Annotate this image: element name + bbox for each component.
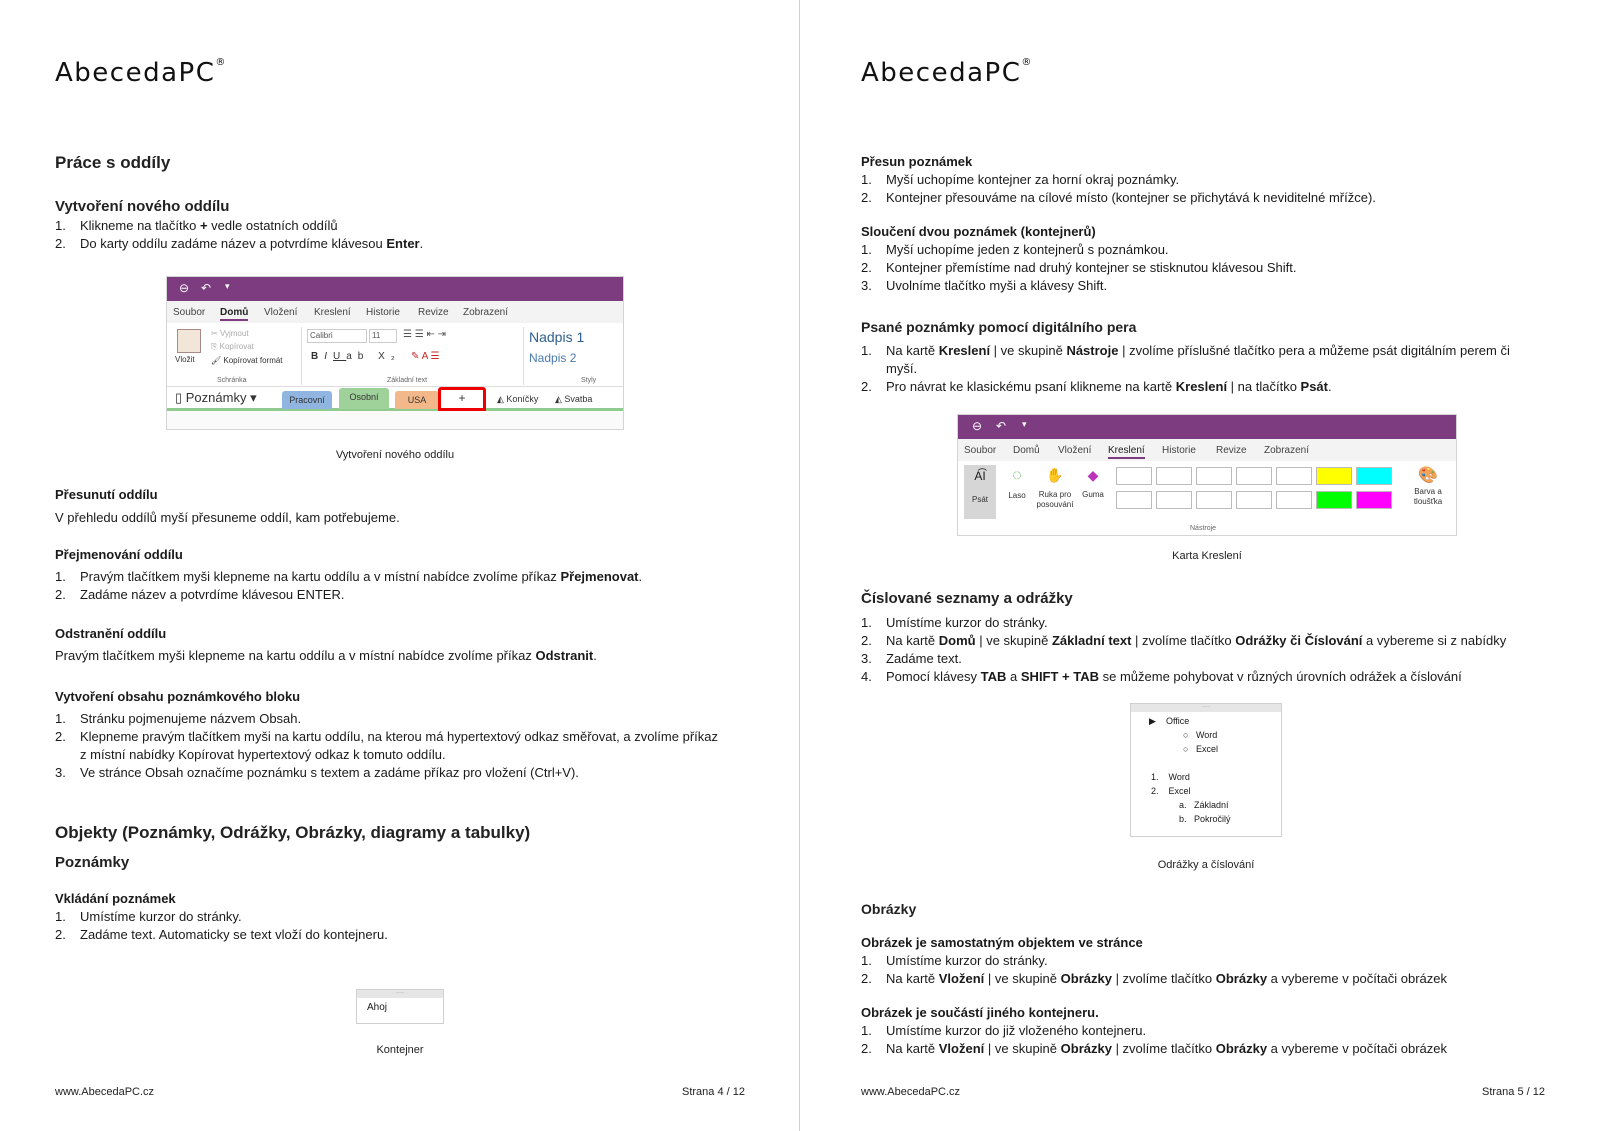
- eraser-tool-button[interactable]: ◆ Guma: [1078, 467, 1108, 499]
- bullet-word: ○ Word: [1183, 730, 1218, 740]
- heading-delete-section: Odstranění oddílu: [55, 626, 167, 641]
- tab-insert[interactable]: Vložení: [264, 307, 298, 318]
- tab-home[interactable]: Domů: [220, 307, 248, 321]
- undo-icon: ↶: [996, 419, 1007, 433]
- pen-red-2[interactable]: [1156, 491, 1192, 509]
- heading-lists: Číslované seznamy a odrážky: [861, 590, 1073, 607]
- brand-logo: AbecedaPC®: [861, 57, 1032, 88]
- heading-move-notes: Přesun poznámek: [861, 154, 973, 169]
- group-styles: Styly: [581, 377, 597, 384]
- list-insert-notes: [55, 908, 745, 944]
- numbered-excel: 2. Excel: [1151, 786, 1191, 796]
- section-tab-personal[interactable]: Osobní: [339, 388, 389, 409]
- tab-view[interactable]: Zobrazení: [1264, 445, 1310, 456]
- list-item: 1. Pravým tlačítkem myši klepneme na kartu oddílu a v místní nabídce zvolíme příkaz Přejmenovat.: [55, 569, 643, 584]
- tab-review[interactable]: Revize: [418, 307, 449, 318]
- bullet-office: ▶ Office: [1149, 716, 1190, 726]
- list-item: 2. Na kartě Vložení | ve skupině Obrázky | zvolíme tlačítko Obrázky a vybereme v počítači obrázek: [861, 971, 1447, 986]
- note-container[interactable]: [356, 989, 444, 1024]
- tab-home[interactable]: Domů: [1013, 445, 1040, 456]
- list-pen-notes: [861, 342, 1551, 396]
- add-section-button[interactable]: +: [438, 387, 486, 411]
- pen-green-1[interactable]: [1236, 467, 1272, 485]
- notebook-selector[interactable]: ▯ Poznámky ▾: [175, 390, 257, 405]
- list-item: 1. Umístíme kurzor do stránky.: [55, 909, 242, 924]
- heading-objects: Objekty (Poznámky, Odrážky, Obrázky, diagramy a tabulky): [55, 823, 531, 842]
- caption-lists: Odrážky a číslování: [1157, 859, 1255, 871]
- paste-icon[interactable]: [177, 329, 201, 353]
- color-thickness-button[interactable]: 🎨 Barva a tloušťka: [1406, 465, 1450, 507]
- caption-new-section: Vytvoření nového oddílu: [335, 449, 455, 461]
- tab-draw[interactable]: Kreslení: [314, 307, 351, 318]
- list-item: 1. Umístíme kurzor do již vloženého kontejneru.: [861, 1023, 1147, 1038]
- list-item: 4. Pomocí klávesy TAB a SHIFT + TAB se můžeme pohybovat v různých úrovních odrážek a číslování: [861, 669, 1462, 684]
- tab-draw[interactable]: Kreslení: [1108, 445, 1145, 459]
- style-heading1[interactable]: Nadpis 1: [529, 329, 585, 345]
- group-clipboard: Schránka: [217, 377, 247, 384]
- font-color-icon: ✎ A ☰: [411, 351, 440, 362]
- list-new-section: [55, 217, 745, 253]
- highlighter-green[interactable]: [1316, 491, 1352, 509]
- copy-button[interactable]: ⎘ Kopírovat: [211, 342, 254, 351]
- list-move-notes: [861, 171, 1551, 207]
- heading-new-section: Vytvoření nového oddílu: [55, 198, 230, 215]
- group-basic-text: Základní text: [387, 377, 428, 384]
- heading-toc: Vytvoření obsahu poznámkového bloku: [55, 689, 301, 704]
- list-item: 1. Myší uchopíme jeden z kontejnerů s poznámkou.: [861, 242, 1169, 257]
- pan-tool-button[interactable]: ✋ Ruka pro posouvání: [1034, 467, 1076, 510]
- list-toc: [55, 710, 745, 782]
- numbered-advanced: b. Pokročilý: [1179, 814, 1231, 824]
- style-heading2[interactable]: Nadpis 2: [529, 351, 577, 365]
- list-lists: [861, 614, 1551, 686]
- list-item: 2. Na kartě Domů | ve skupině Základní text | zvolíme tlačítko Odrážky či Číslování a vybereme si z nabídky: [861, 633, 1507, 648]
- pen-black-1[interactable]: [1116, 467, 1152, 485]
- undo-icon: ↶: [201, 281, 212, 295]
- heading-merge-notes: Sloučení dvou poznámek (kontejnerů): [861, 224, 1096, 239]
- tab-file[interactable]: Soubor: [173, 307, 206, 318]
- tab-history[interactable]: Historie: [366, 307, 400, 318]
- list-item: 2. Na kartě Vložení | ve skupině Obrázky | zvolíme tlačítko Obrázky a vybereme v počítači obrázek: [861, 1041, 1447, 1056]
- list-item: 2. Do karty oddílu zadáme název a potvrdíme klávesou Enter.: [55, 236, 424, 251]
- left-content: [55, 152, 745, 253]
- right-content-2: [861, 589, 1551, 686]
- lasso-tool-button[interactable]: ◌ Laso: [1002, 467, 1032, 500]
- pen-blue-1[interactable]: [1196, 467, 1232, 485]
- list-item: 3. Zadáme text.: [861, 651, 962, 666]
- section-hobbies[interactable]: ◭ Koníčky: [497, 394, 539, 404]
- cut-button[interactable]: ✂ Vyjmout: [211, 329, 249, 338]
- write-icon: A͡I: [974, 469, 986, 483]
- list-item: 2. Pro návrat ke klasickému psaní klikneme na kartě Kreslení | na tlačítko Psát.: [861, 379, 1332, 394]
- tab-review[interactable]: Revize: [1216, 445, 1247, 456]
- section-tab-usa[interactable]: USA: [395, 391, 439, 409]
- eraser-icon: ◆: [1087, 467, 1099, 483]
- list-item: 1. Na kartě Kreslení | ve skupině Nástroje | zvolíme příslušné tlačítko pera a můžeme psát digitálním perem či myší.: [861, 343, 1510, 376]
- ribbon-screenshot-home: [166, 276, 624, 430]
- left-content-2: [55, 486, 745, 944]
- heading-rename-section: Přejmenování oddílu: [55, 547, 183, 562]
- format-painter-button[interactable]: 🖌 Kopírovat formát: [211, 356, 283, 365]
- highlighter-yellow[interactable]: [1316, 467, 1352, 485]
- list-item: 2. Zadáme název a potvrdíme klávesou ENTER.: [55, 587, 345, 602]
- hand-icon: ✋: [1046, 467, 1064, 483]
- pen-black-2[interactable]: [1116, 491, 1152, 509]
- pen-gray-2[interactable]: [1276, 491, 1312, 509]
- heading-insert-notes: Vkládání poznámek: [55, 891, 176, 906]
- heading-image-standalone: Obrázek je samostatným objektem ve stránce: [861, 935, 1143, 950]
- page-right: [800, 0, 1600, 1131]
- pen-gray-1[interactable]: [1276, 467, 1312, 485]
- group-tools: Nástroje: [1190, 525, 1217, 532]
- footer-page: Strana 4 / 12: [682, 1086, 745, 1098]
- list-item: 1. Stránku pojmenujeme názvem Obsah.: [55, 711, 302, 726]
- lasso-icon: ◌: [1012, 467, 1022, 484]
- heading-images: Obrázky: [861, 901, 917, 917]
- caption-container: Kontejner: [376, 1044, 424, 1056]
- write-tool-button[interactable]: A͡I Psát: [964, 465, 996, 519]
- list-item: 2. Zadáme text. Automaticky se text vloží do kontejneru.: [55, 927, 388, 942]
- pen-green-2[interactable]: [1236, 491, 1272, 509]
- tab-insert[interactable]: Vložení: [1058, 445, 1092, 456]
- footer-url: www.AbecedaPC.cz: [861, 1086, 961, 1098]
- list-item: 1. Umístíme kurzor do stránky.: [861, 615, 1048, 630]
- heading-move-section: Přesunutí oddílu: [55, 487, 158, 502]
- note-drag-handle[interactable]: ····: [1131, 704, 1281, 712]
- heading-pen-notes: Psané poznámky pomocí digitálního pera: [861, 319, 1137, 335]
- font-size-select[interactable]: 11: [369, 329, 397, 343]
- font-name-select[interactable]: Calibri: [307, 329, 367, 343]
- back-icon: ⊖: [179, 281, 190, 295]
- footer-url: www.AbecedaPC.cz: [55, 1086, 155, 1098]
- highlighter-magenta[interactable]: [1356, 491, 1392, 509]
- highlighter-cyan[interactable]: [1356, 467, 1392, 485]
- numbered-word: 1. Word: [1151, 772, 1190, 782]
- right-content: [861, 153, 1551, 396]
- text-move-section: V přehledu oddílů myší přesuneme oddíl, kam potřebujeme.: [55, 510, 400, 525]
- back-icon: ⊖: [972, 419, 983, 433]
- ribbon-screenshot-draw: [957, 414, 1457, 536]
- tab-view[interactable]: Zobrazení: [463, 307, 509, 318]
- customize-icon: ▾: [225, 281, 230, 291]
- heading-image-in-container: Obrázek je součástí jiného kontejneru.: [861, 1005, 1099, 1020]
- palette-icon: 🎨: [1418, 467, 1438, 484]
- brand-logo: AbecedaPC®: [55, 57, 226, 88]
- list-example-container[interactable]: [1130, 703, 1282, 837]
- section-title: Práce s oddíly: [55, 153, 171, 172]
- tab-history[interactable]: Historie: [1162, 445, 1196, 456]
- bullet-excel: ○ Excel: [1183, 744, 1218, 754]
- list-image-standalone: [861, 952, 1551, 988]
- format-buttons: BIUab X₂: [311, 351, 401, 362]
- list-image-in-container: [861, 1022, 1551, 1058]
- text-delete-section: Pravým tlačítkem myši klepneme na kartu oddílu a v místní nabídce zvolíme příkaz Odstranit.: [55, 648, 597, 663]
- list-item: 1. Umístíme kurzor do stránky.: [861, 953, 1048, 968]
- note-drag-handle[interactable]: ····: [357, 990, 443, 998]
- bullets-icon: ☰ ☰ ⇤ ⇥: [403, 329, 447, 340]
- pen-blue-2[interactable]: [1196, 491, 1232, 509]
- customize-icon: ▾: [1022, 419, 1027, 429]
- list-item: 1. Klikneme na tlačítko + vedle ostatních oddílů: [55, 218, 338, 233]
- list-item: 3. Ve stránce Obsah označíme poznámku s textem a zadáme příkaz pro vložení (Ctrl+V).: [55, 765, 579, 780]
- caption-draw-tab: Karta Kreslení: [1172, 550, 1242, 562]
- right-content-3: [861, 899, 1551, 1058]
- list-item: 2. Kontejner přemístíme nad druhý kontejner se stisknutou klávesou Shift.: [861, 260, 1297, 275]
- paste-label: Vložit: [175, 355, 195, 364]
- list-rename: [55, 568, 745, 604]
- list-item: 3. Uvolníme tlačítko myši a klávesy Shift.: [861, 278, 1108, 293]
- tab-file[interactable]: Soubor: [964, 445, 997, 456]
- section-wedding[interactable]: ◭ Svatba: [555, 394, 593, 404]
- list-item: 1. Myší uchopíme kontejner za horní okraj poznámky.: [861, 172, 1180, 187]
- list-item: 2. Klepneme pravým tlačítkem myši na kartu oddílu, na kterou má hypertextový odkaz směřovat, a zvolíme příkaz z místní nabídky Kopírovat hypertextový odkaz k tomuto oddílu.: [55, 729, 718, 762]
- note-text: Ahoj: [367, 1002, 388, 1013]
- numbered-basic: a. Základní: [1179, 800, 1229, 810]
- list-item: 2. Kontejner přesouváme na cílové místo (kontejner se přichytává k neviditelné mřížce).: [861, 190, 1376, 205]
- heading-notes: Poznámky: [55, 854, 130, 871]
- pen-red-1[interactable]: [1156, 467, 1192, 485]
- list-merge-notes: [861, 241, 1551, 295]
- footer-page: Strana 5 / 12: [1482, 1086, 1545, 1098]
- section-tab-work[interactable]: Pracovní: [282, 391, 332, 409]
